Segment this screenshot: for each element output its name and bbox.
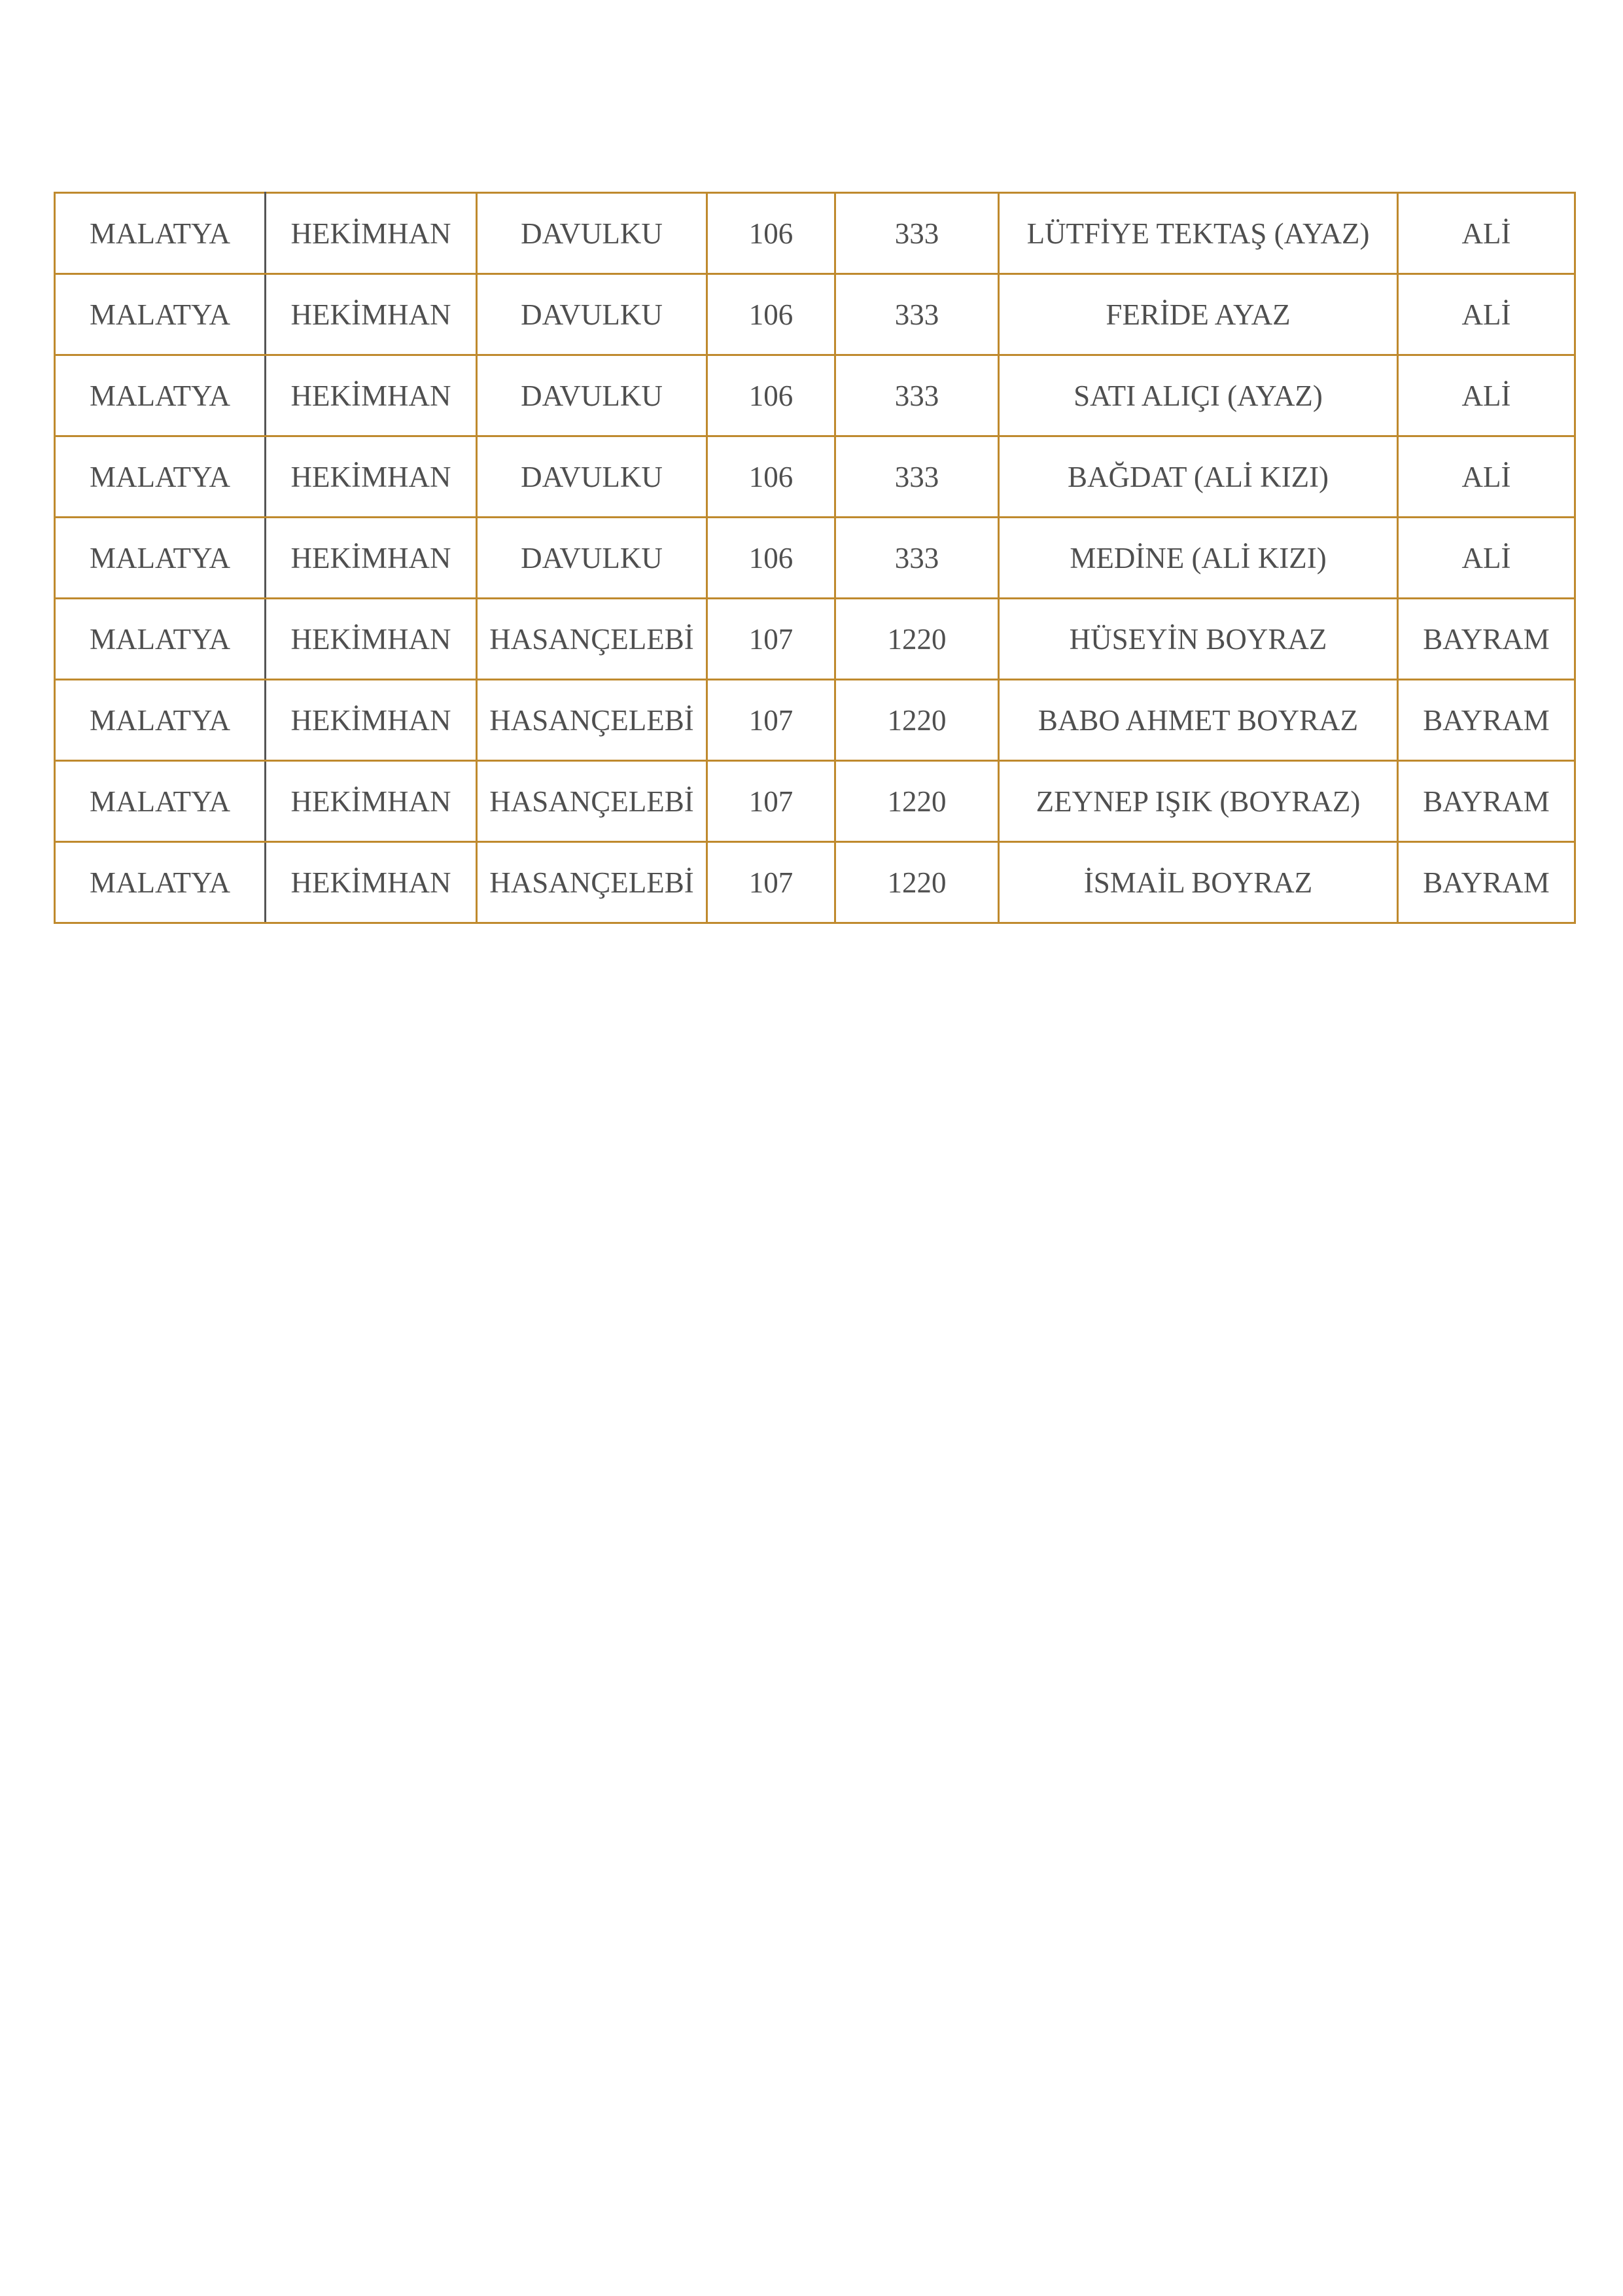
table-row — [55, 193, 1575, 274]
cell-full-name: İSMAİL BOYRAZ — [999, 842, 1398, 923]
cell-village: HASANÇELEBİ — [477, 680, 707, 761]
cell-district: HEKİMHAN — [266, 274, 477, 355]
cell-volume-no: 107 — [707, 761, 835, 842]
cell-household-no: 333 — [835, 193, 999, 274]
cell-province: MALATYA — [55, 518, 266, 599]
cell-province: MALATYA — [55, 599, 266, 680]
cell-province: MALATYA — [55, 436, 266, 518]
cell-household-no: 1220 — [835, 842, 999, 923]
cell-volume-no: 106 — [707, 193, 835, 274]
cell-volume-no: 107 — [707, 599, 835, 680]
cell-district: HEKİMHAN — [266, 599, 477, 680]
cell-full-name: BAĞDAT (ALİ KIZI) — [999, 436, 1398, 518]
cell-father-name: ALİ — [1398, 274, 1575, 355]
cell-district: HEKİMHAN — [266, 842, 477, 923]
cell-father-name: ALİ — [1398, 355, 1575, 436]
cell-volume-no: 106 — [707, 274, 835, 355]
cell-household-no: 333 — [835, 274, 999, 355]
cell-full-name: HÜSEYİN BOYRAZ — [999, 599, 1398, 680]
cell-full-name: MEDİNE (ALİ KIZI) — [999, 518, 1398, 599]
cell-district: HEKİMHAN — [266, 436, 477, 518]
cell-village: DAVULKU — [477, 193, 707, 274]
table-row — [55, 274, 1575, 355]
cell-district: HEKİMHAN — [266, 355, 477, 436]
table-row — [55, 518, 1575, 599]
cell-volume-no: 107 — [707, 680, 835, 761]
cell-volume-no: 107 — [707, 842, 835, 923]
cell-province: MALATYA — [55, 842, 266, 923]
cell-village: HASANÇELEBİ — [477, 842, 707, 923]
cell-village: DAVULKU — [477, 355, 707, 436]
cell-full-name: ZEYNEP IŞIK (BOYRAZ) — [999, 761, 1398, 842]
cell-full-name: BABO AHMET BOYRAZ — [999, 680, 1398, 761]
table-row — [55, 761, 1575, 842]
table-row — [55, 680, 1575, 761]
cell-village: DAVULKU — [477, 274, 707, 355]
cell-district: HEKİMHAN — [266, 680, 477, 761]
cell-village: DAVULKU — [477, 518, 707, 599]
cell-father-name: BAYRAM — [1398, 761, 1575, 842]
cell-province: MALATYA — [55, 274, 266, 355]
cell-village: HASANÇELEBİ — [477, 761, 707, 842]
cell-volume-no: 106 — [707, 436, 835, 518]
cell-full-name: LÜTFİYE TEKTAŞ (AYAZ) — [999, 193, 1398, 274]
cell-father-name: ALİ — [1398, 518, 1575, 599]
cell-province: MALATYA — [55, 680, 266, 761]
cell-volume-no: 106 — [707, 355, 835, 436]
cell-household-no: 333 — [835, 518, 999, 599]
table-row — [55, 436, 1575, 518]
cell-household-no: 333 — [835, 436, 999, 518]
table-row — [55, 355, 1575, 436]
cell-village: DAVULKU — [477, 436, 707, 518]
cell-father-name: ALİ — [1398, 436, 1575, 518]
cell-household-no: 333 — [835, 355, 999, 436]
cell-district: HEKİMHAN — [266, 761, 477, 842]
cell-province: MALATYA — [55, 761, 266, 842]
cell-household-no: 1220 — [835, 761, 999, 842]
cell-father-name: BAYRAM — [1398, 680, 1575, 761]
table-row — [55, 599, 1575, 680]
cell-household-no: 1220 — [835, 680, 999, 761]
cell-full-name: SATI ALIÇI (AYAZ) — [999, 355, 1398, 436]
cell-father-name: BAYRAM — [1398, 599, 1575, 680]
cell-province: MALATYA — [55, 193, 266, 274]
cell-village: HASANÇELEBİ — [477, 599, 707, 680]
cell-household-no: 1220 — [835, 599, 999, 680]
cell-volume-no: 106 — [707, 518, 835, 599]
cell-district: HEKİMHAN — [266, 193, 477, 274]
cell-father-name: BAYRAM — [1398, 842, 1575, 923]
cell-full-name: FERİDE AYAZ — [999, 274, 1398, 355]
records-table — [54, 192, 1576, 924]
cell-father-name: ALİ — [1398, 193, 1575, 274]
table-row — [55, 842, 1575, 923]
cell-province: MALATYA — [55, 355, 266, 436]
cell-district: HEKİMHAN — [266, 518, 477, 599]
